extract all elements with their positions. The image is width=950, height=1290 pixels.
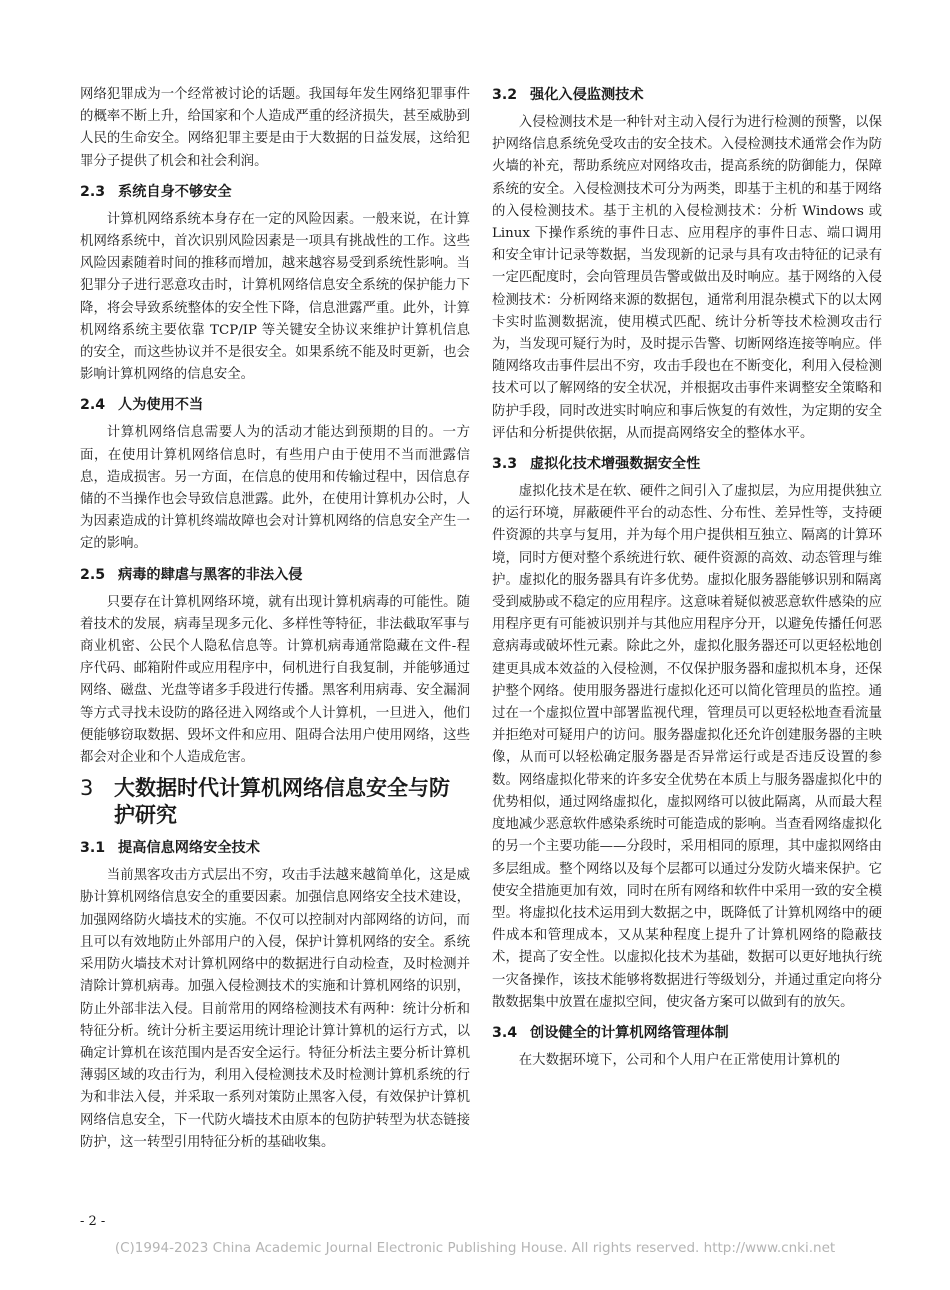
right-column (492, 84, 882, 1072)
paragraph-3-1: 当前黑客攻击方式层出不穷，攻击手法越来越简单化，这是威胁计算机网络信息安全的重要因素。加强信息网络安全技术建设，加强网络防火墙技术的实施。不仅可以控制对内部网络的访问，而且可以有效地防止外部用户的入侵，保护计算机网络的安全。系统采用防火墙技术对计算机网络中的数据进行自动检查，及时检测并清除计算机病毒。加强入侵检测技术的实施和计算机网络的识别，防止外部非法入侵。目前常用的网络检测技术有两种：统计分析和特征分析。统计分析主要运用统计理论计算计算机的运行方式，以确定计算机在该范围内是否安全运行。特征分析法主要分析计算机薄弱区域的攻击行为，利用入侵检测技术及时检测计算机系统的行为和非法入侵，并采取一系列对策防止黑客入侵，有效保护计算机网络信息安全，下一代防火墙技术由原本的包防护转型为状态链接防护，这一转型引用特征分析的基础收集。 (80, 868, 470, 1150)
section-title: 虚拟化技术增强数据安全性 (530, 456, 701, 473)
section-heading-2-5 (80, 564, 470, 586)
paragraph-intro-continued: 网络犯罪成为一个经常被讨论的话题。我国每年发生网络犯罪事件的概率不断上升，给国家和个人造成严重的经济损失，甚至威胁到人民的生命安全。网络犯罪主要是由于大数据的日益发展，这给犯罪分子提供了机会和社会利润。 (80, 87, 470, 169)
section-title: 提高信息网络安全技术 (118, 840, 260, 857)
paragraph-3-2: 入侵检测技术是一种针对主动入侵行为进行检测的预警，以保护网络信息系统免受攻击的安全技术。入侵检测技术通常会作为防火墙的补充，帮助系统应对网络攻击，提高系统的防御能力，保障系统的安全。入侵检测技术可分为两类，即基于主机的和基于网络的入侵检测技术。基于主机的入侵检测技术：分析 Windows 或 Linux 下操作系统的事件日志、应用程序的事件日志、端口调用和安全审计记录等数据，当发现新的记录与具有攻击特征的记录有一定匹配度时，会向管理员告警或做出及时响应。基于网络的入侵检测技术：分析网络来源的数据包，通常利用混杂模式下的以太网卡实时监测数据流，使用模式匹配、统计分析等技术检测攻击行为，当发现可疑行为时，及时提示告警、切断网络连接等响应。伴随网络攻击事件层出不穷，攻击手段也在不断变化，利用入侵检测技术可以了解网络的安全状况，并根据攻击事件来调整安全策略和防护手段，同时改进实时响应和事后恢复的有效性，为定期的安全评估和分析提供依据，从而提高网络安全的整体水平。 (492, 115, 882, 441)
section-heading-2-3 (80, 181, 470, 203)
section-title: 系统自身不够安全 (118, 183, 232, 200)
section-number: 2.3 (80, 183, 106, 200)
section-heading-2-4 (80, 394, 470, 416)
section-title: 创设健全的计算机网络管理体制 (530, 1024, 729, 1041)
section-heading-3-1 (80, 837, 470, 859)
paragraph-2-5: 只要存在计算机网络环境，就有出现计算机病毒的可能性。随着技术的发展，病毒呈现多元化、多样性等特征，非法截取军事与商业机密、公民个人隐私信息等。计算机病毒通常隐藏在文件-程序代码、邮箱附件或应用程序中，伺机进行自我复制，并能够通过网络、磁盘、光盘等诸多手段进行传播。黑客利用病毒、安全漏洞等方式寻找未设防的路径进入网络或个人计算机，一旦进入，他们便能够窃取数据、毁坏文件和应用、阻碍合法用户使用网络，这些都会对企业和个人造成危害。 (80, 594, 470, 766)
section-number: 3.3 (492, 456, 518, 473)
section-heading-3-3 (492, 453, 882, 475)
section-number: 2.4 (80, 397, 106, 414)
chapter-heading-3 (80, 775, 470, 829)
left-column (80, 84, 470, 1154)
paragraph-3-4: 在大数据环境下，公司和个人用户在正常使用计算机的 (518, 1052, 841, 1068)
paragraph-2-4: 计算机网络信息需要人为的活动才能达到预期的目的。一方面，在使用计算机网络信息时，有些用户由于使用不当而泄露信息，造成损害。另一方面，在信息的使用和传输过程中，因信息存储的不当操作也会导致信息泄露。此外，在使用计算机办公时，人为因素造成的计算机终端故障也会对计算机网络的信息安全产生一定的影响。 (80, 425, 470, 552)
section-number: 3.4 (492, 1024, 518, 1041)
section-title: 强化入侵监测技术 (530, 87, 644, 103)
paragraph-3-3: 虚拟化技术是在软、硬件之间引入了虚拟层，为应用提供独立的运行环境，屏蔽硬件平台的动态性、分布性、差异性等，支持硬件资源的共享与复用，并为每个用户提供相互独立、隔离的计算环境，同时方便对整个系统进行软、硬件资源的高效、动态管理与维护。虚拟化的服务器具有许多优势。虚拟化服务器能够识别和隔离受到威胁或不稳定的应用程序。这意味着疑似被恶意软件感染的应用程序更有可能被识别并与其他应用程序分开，以避免传播任何恶意病毒或破坏性元素。除此之外，虚拟化服务器还可以更轻松地创建更具成本效益的入侵检测，不仅保护服务器和虚拟机本身，还保护整个网络。使用服务器进行虚拟化还可以简化管理员的监控。通过在一个虚拟位置中部署监视代理，管理员可以更轻松地查看流量并拒绝对可疑用户的访问。服务器虚拟化还允许创建服务器的主映像，从而可以轻松确定服务器是否异常运行或是否违反设置的参数。网络虚拟化带来的许多安全优势在本质上与服务器虚拟化中的优势相似，通过网络虚拟化，虚拟网络可以彼此隔离，从而最大程度地减少恶意软件感染系统时可能造成的影响。当查看网络虚拟化的另一个主要功能——分段时，采用相同的原理，其中虚拟网络由多层组成。整个网络以及每个层都可以通过分发防火墙来保护。它使安全措施更加有效，同时在所有网络和软件中采用一致的安全模型。将虚拟化技术运用到大数据之中，既降低了计算机网络中的硬件成本和管理成本，又从某种程度上提升了计算机网络的隐蔽技术，提高了安全性。以虚拟化技术为基础，数据可以更好地执行统一灾备操作，该技术能够将数据进行等级划分，并通过重定向将分散数据集中放置在虚拟空间，使灾备方案可以做到有的放矢。 (492, 484, 882, 1010)
section-number: 3.2 (492, 87, 518, 103)
page-number: - 2 - (80, 1214, 106, 1229)
section-heading-3-2 (492, 84, 882, 106)
chapter-number: 3 (80, 776, 94, 801)
section-title: 病毒的肆虐与黑客的非法入侵 (118, 566, 303, 583)
section-number: 2.5 (80, 566, 106, 583)
section-number: 3.1 (80, 840, 106, 857)
copyright-footer: (C)1994-2023 China Academic Journal Electronic Publishing House. All rights reserved. http://www.cnki.net (114, 1240, 836, 1256)
paragraph-2-3: 计算机网络系统本身存在一定的风险因素。一般来说，在计算机网络系统中，首次识别风险因素是一项具有挑战性的工作。这些风险因素随着时间的推移而增加，越来越容易受到系统性影响。当犯罪分子进行恶意攻击时，计算机网络信息安全系统的保护能力下降，将会导致系统整体的安全性下降，信息泄露严重。此外，计算机网络系统主要依靠 TCP/IP 等关键安全协议来维护计算机信息的安全，而这些协议并不是很安全。如果系统不能及时更新，也会影响计算机网络的信息安全。 (80, 211, 470, 383)
chapter-title: 大数据时代计算机网络信息安全与防护研究 (114, 776, 450, 828)
section-title: 人为使用不当 (118, 397, 204, 414)
section-heading-3-4 (492, 1022, 882, 1044)
